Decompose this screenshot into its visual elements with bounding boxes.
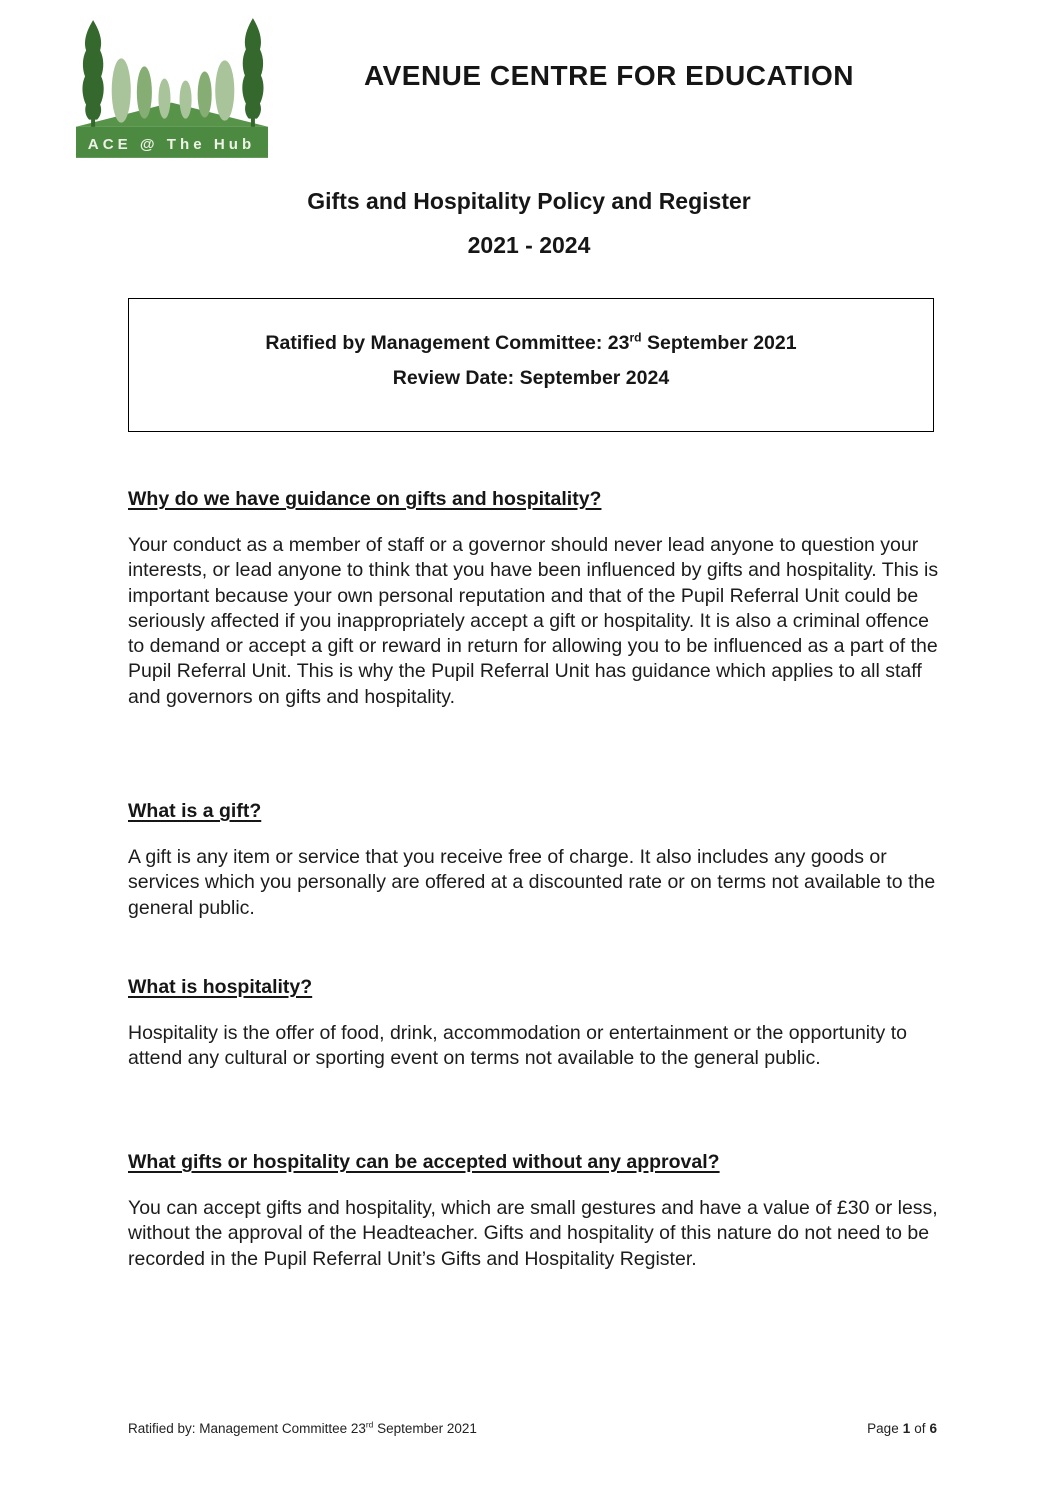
document-title-line1: Gifts and Hospitality Policy and Register xyxy=(307,188,751,214)
section-body: Hospitality is the offer of food, drink, accommodation or entertainment or the opportunity to attend any cultural or sporting event on terms not available to the general public. xyxy=(128,1022,907,1070)
logo-tree xyxy=(137,66,152,118)
logo-tree xyxy=(82,20,103,120)
document-title xyxy=(0,188,1058,259)
review-date-line: Review Date: September 2024 xyxy=(392,367,670,389)
section-what-is-a-gift xyxy=(128,799,940,921)
section-body: You can accept gifts and hospitality, which are small gestures and have a value of £30 or less, without the approval of the Headteacher. Gifts and hospitality of this nature do not need to be recorded in the Pupil Referral Unit’s Gifts and Hospitality Register. xyxy=(128,1197,938,1270)
footer-page-indicator xyxy=(867,1421,937,1436)
section-heading: What gifts or hospitality can be accepted without any approval? xyxy=(128,1151,720,1173)
section-body: Your conduct as a member of staff or a governor should never lead anyone to question your interests, or lead anyone to think that you have been influenced by gifts and hospitality. This is important because your own personal reputation and that of the Pupil Referral Unit could be seriously affected if you inappropriately accept a gift or hospitality. It is also a criminal offence to demand or accept a gift or reward in return for allowing you to be influenced as a part of the Pupil Referral Unit. This is why the Pupil Referral Unit has guidance which applies to all staff and governors on gifts and hospitality. xyxy=(128,534,939,708)
section-what-is-hospitality xyxy=(128,975,940,1072)
section-heading: What is hospitality? xyxy=(128,976,313,998)
page-footer xyxy=(128,1421,937,1436)
ratification-box xyxy=(128,298,934,432)
footer-ratified-date: September 2021 xyxy=(373,1421,477,1436)
of-word: of xyxy=(914,1421,926,1436)
ratified-by-line xyxy=(129,332,933,355)
footer-ratified-by xyxy=(128,1421,477,1436)
page-word: Page xyxy=(867,1421,899,1436)
section-heading: What is a gift? xyxy=(128,800,262,822)
ratified-by-text: Ratified by Management Committee: 23 xyxy=(265,332,630,354)
logo-banner-text: ACE @ The Hub xyxy=(87,135,256,153)
document-title-line2: 2021 - 2024 xyxy=(467,232,591,258)
ordinal-suffix: rd xyxy=(365,1419,374,1430)
page-number: 1 xyxy=(902,1421,911,1436)
section-body: A gift is any item or service that you receive free of charge. It also includes any goods or services which you personally are offered at a discounted rate or on terms not available to the general public. xyxy=(128,846,936,919)
section-guidance xyxy=(128,487,940,710)
ratified-by-date: September 2021 xyxy=(641,332,797,354)
logo-hill xyxy=(76,103,268,127)
section-accepted-without-approval xyxy=(128,1150,940,1272)
logo-tree xyxy=(112,58,131,122)
ordinal-suffix: rd xyxy=(629,330,642,345)
institution-title: AVENUE CENTRE FOR EDUCATION xyxy=(363,60,855,91)
section-heading: Why do we have guidance on gifts and hospitality? xyxy=(128,488,602,510)
footer-ratified-text: Ratified by: Management Committee 23 xyxy=(128,1421,366,1436)
page-total: 6 xyxy=(929,1421,937,1436)
